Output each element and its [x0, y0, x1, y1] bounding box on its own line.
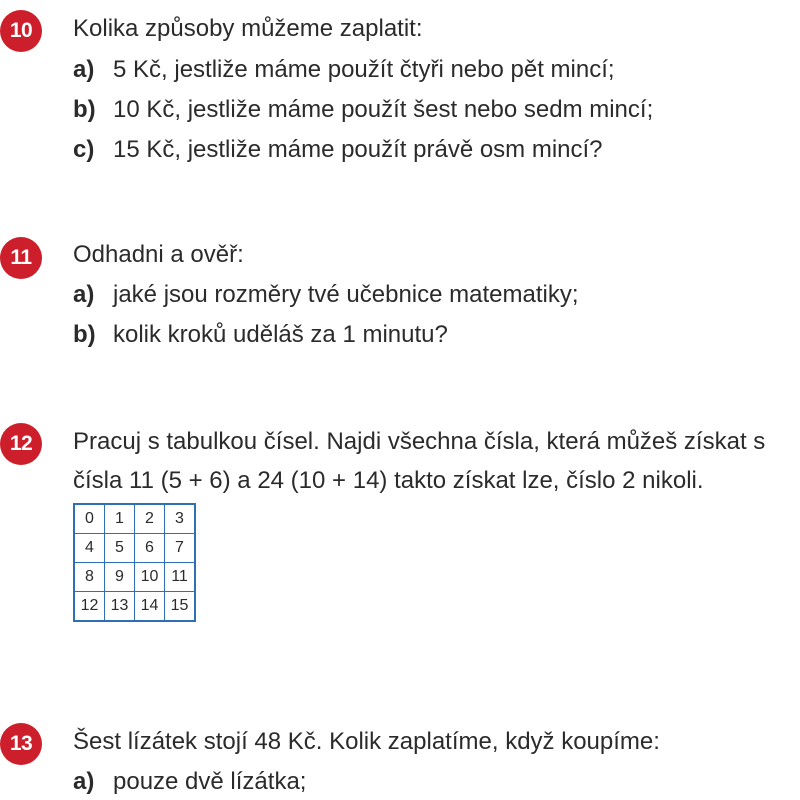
problem-question: Kolika způsoby můžeme zaplatit: [73, 15, 423, 42]
subquestion-text: pouze dvě lízátka; [113, 768, 307, 795]
table-cell: 7 [165, 534, 196, 563]
subquestion-letter: a) [73, 281, 95, 308]
table-cell: 5 [105, 534, 135, 563]
subquestion-a [73, 280, 579, 310]
table-cell: 13 [105, 592, 135, 622]
subquestion-text: 10 Kč, jestliže máme použít šest nebo sedm mincí; [113, 96, 654, 123]
subquestion-letter: b) [73, 321, 96, 348]
subquestion-letter: a) [73, 56, 95, 83]
subquestion-a [73, 55, 615, 85]
problem-number-badge: 13 [0, 723, 42, 765]
subquestion-letter: b) [73, 96, 96, 123]
problem-number-badge: 12 [0, 423, 42, 465]
subquestion-text: jaké jsou rozměry tvé učebnice matematiky; [113, 281, 579, 308]
problem-number-badge: 11 [0, 237, 42, 279]
table-cell: 8 [74, 563, 105, 592]
table-cell: 3 [165, 504, 196, 534]
problem-number-badge: 10 [0, 10, 42, 52]
table-cell: 4 [74, 534, 105, 563]
table-row [74, 534, 195, 563]
subquestion-text: 5 Kč, jestliže máme použít čtyři nebo pět mincí; [113, 56, 615, 83]
subquestion-c [73, 135, 603, 165]
table-cell: 14 [135, 592, 165, 622]
table-cell: 10 [135, 563, 165, 592]
table-row [74, 592, 195, 622]
table-cell: 15 [165, 592, 196, 622]
table-cell: 11 [165, 563, 196, 592]
subquestion-letter: a) [73, 768, 95, 795]
table-row [74, 563, 195, 592]
table-cell: 1 [105, 504, 135, 534]
table-cell: 0 [74, 504, 105, 534]
number-table [73, 503, 196, 622]
table-cell: 9 [105, 563, 135, 592]
table-row [74, 504, 195, 534]
table-cell: 2 [135, 504, 165, 534]
subquestion-letter: c) [73, 136, 95, 163]
table-cell: 6 [135, 534, 165, 563]
subquestion-text: 15 Kč, jestliže máme použít právě osm mincí? [113, 136, 603, 163]
table-cell: 12 [74, 592, 105, 622]
problem-question-continuation: čísla 11 (5 + 6) a 24 (10 + 14) takto získat lze, číslo 2 nikoli. [73, 467, 704, 494]
subquestion-b [73, 95, 653, 125]
problem-question: Odhadni a ověř: [73, 241, 244, 268]
subquestion-b [73, 320, 448, 350]
problem-question: Šest lízátek stojí 48 Kč. Kolik zaplatíme, když koupíme: [73, 728, 660, 755]
problem-question: Pracuj s tabulkou čísel. Najdi všechna čísla, která můžeš získat s [73, 428, 766, 455]
subquestion-a [73, 767, 306, 797]
subquestion-text: kolik kroků uděláš za 1 minutu? [113, 321, 448, 348]
